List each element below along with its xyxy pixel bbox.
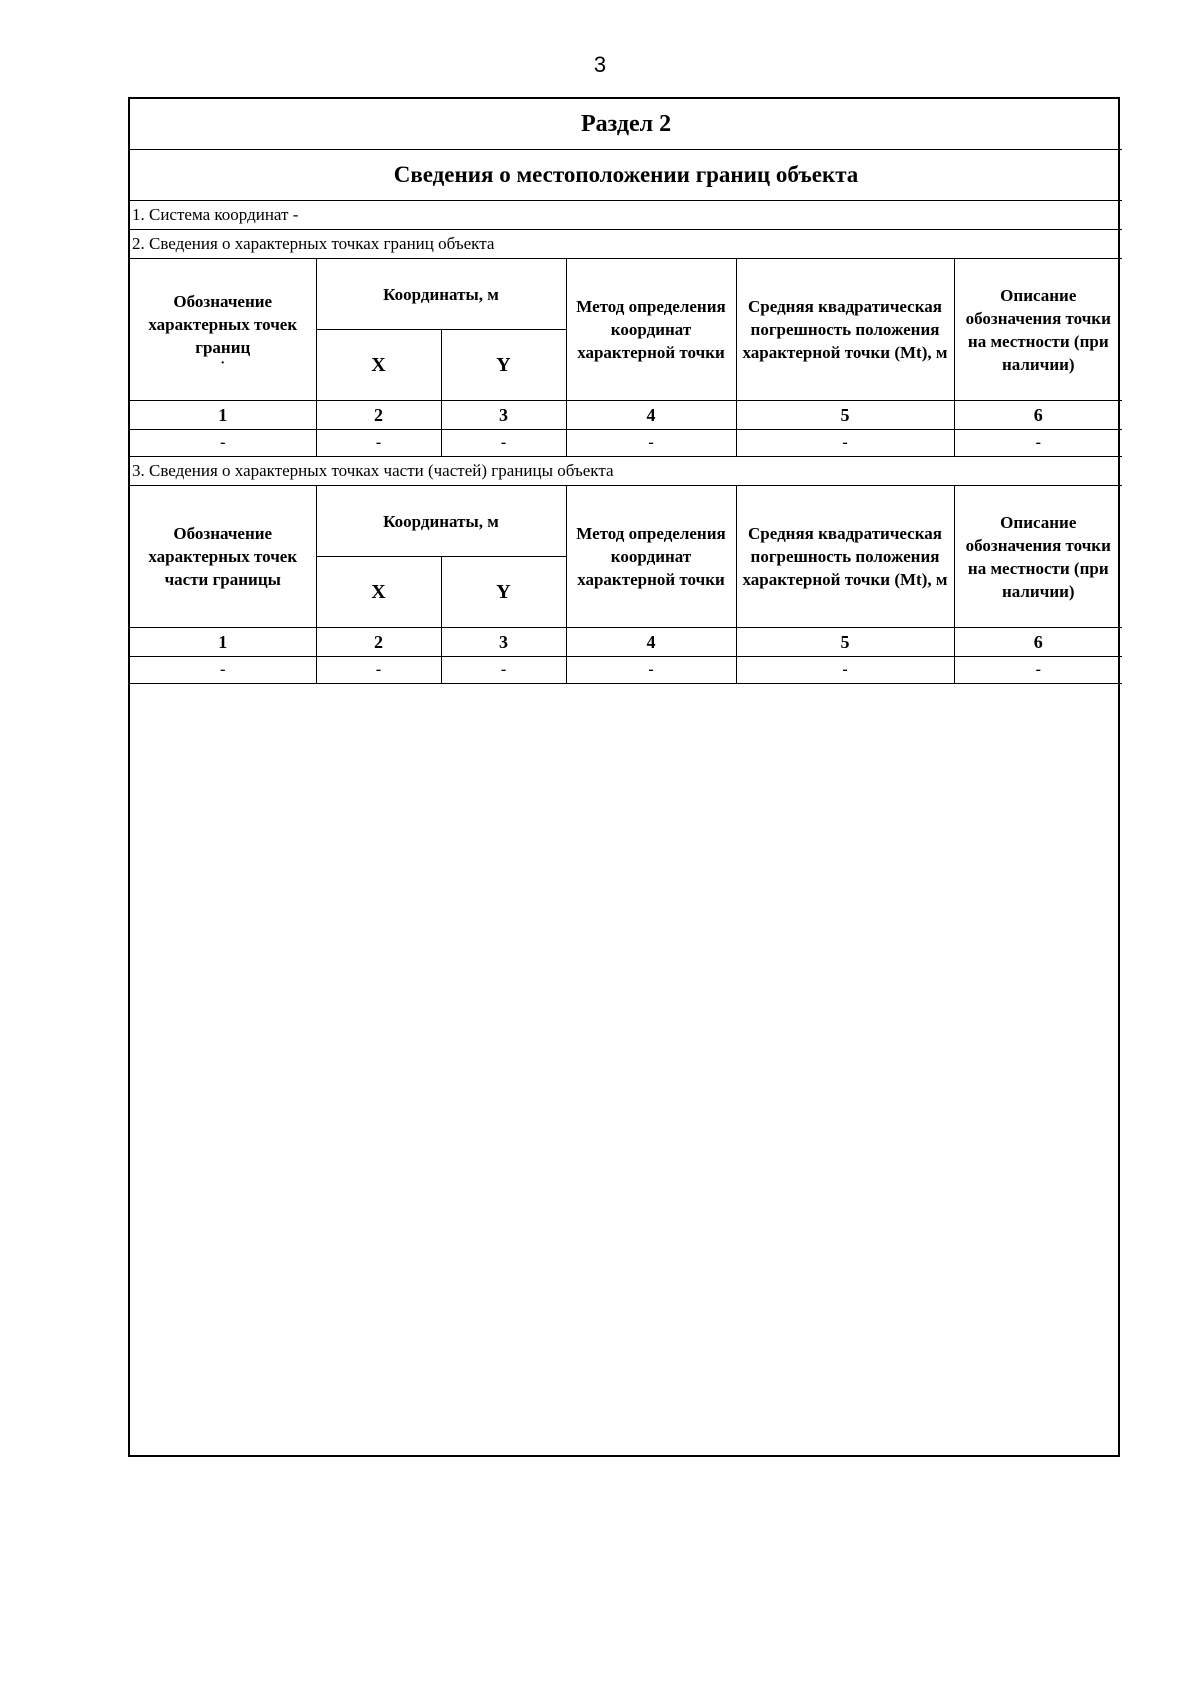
part2-cell-4: - — [566, 657, 736, 684]
part1-cell-2: - — [316, 430, 441, 457]
part2-heading: 3. Сведения о характерных точках части (частей) границы объекта — [130, 457, 1122, 486]
part1-num-2: 2 — [316, 401, 441, 430]
coordinate-system: 1. Система координат - — [130, 201, 1122, 230]
part1-heading: 2. Сведения о характерных точках границ объекта — [130, 230, 1122, 259]
part1-col-designation: Обозначение характерных точек границ · — [130, 259, 316, 401]
part1-col-method: Метод определения координат характерной точки — [566, 259, 736, 401]
part1-col-y: Y — [441, 330, 566, 401]
part2-num-1: 1 — [130, 628, 316, 657]
part1-col-x: X — [316, 330, 441, 401]
part2-num-3: 3 — [441, 628, 566, 657]
document-frame — [128, 97, 1120, 1457]
part1-cell-1: - — [130, 430, 316, 457]
part2-col-error: Средняя квадратическая погрешность положения характерной точки (Mt), м — [736, 486, 954, 628]
part1-cell-4: - — [566, 430, 736, 457]
part2-num-6: 6 — [954, 628, 1122, 657]
part2-num-5: 5 — [736, 628, 954, 657]
part2-cell-3: - — [441, 657, 566, 684]
part1-col-description: Описание обозначения точки на местности (при наличии) — [954, 259, 1122, 401]
part2-num-2: 2 — [316, 628, 441, 657]
part2-cell-5: - — [736, 657, 954, 684]
part1-num-3: 3 — [441, 401, 566, 430]
part1-num-1: 1 — [130, 401, 316, 430]
part1-cell-3: - — [441, 430, 566, 457]
part2-cell-1: - — [130, 657, 316, 684]
part1-num-6: 6 — [954, 401, 1122, 430]
part2-col-designation: Обозначение характерных точек части границы — [130, 486, 316, 628]
part2-col-coords: Координаты, м — [316, 486, 566, 557]
part2-cell-6: - — [954, 657, 1122, 684]
part1-col-coords: Координаты, м — [316, 259, 566, 330]
table-row — [130, 657, 1122, 684]
part2-col-y: Y — [441, 557, 566, 628]
part2-col-x: X — [316, 557, 441, 628]
part1-num-5: 5 — [736, 401, 954, 430]
section-title: Раздел 2 — [130, 99, 1122, 150]
part2-col-description: Описание обозначения точки на местности (при наличии) — [954, 486, 1122, 628]
page-number: 3 — [593, 52, 607, 77]
stray-mark: · — [220, 356, 226, 371]
part1-col-error: Средняя квадратическая погрешность положения характерной точки (Mt), м — [736, 259, 954, 401]
part2-col-method: Метод определения координат характерной точки — [566, 486, 736, 628]
section-subtitle: Сведения о местоположении границ объекта — [130, 150, 1122, 201]
part2-cell-2: - — [316, 657, 441, 684]
part1-num-4: 4 — [566, 401, 736, 430]
part2-num-4: 4 — [566, 628, 736, 657]
part1-cell-6: - — [954, 430, 1122, 457]
part1-cell-5: - — [736, 430, 954, 457]
boundary-table — [130, 99, 1122, 684]
table-row — [130, 430, 1122, 457]
